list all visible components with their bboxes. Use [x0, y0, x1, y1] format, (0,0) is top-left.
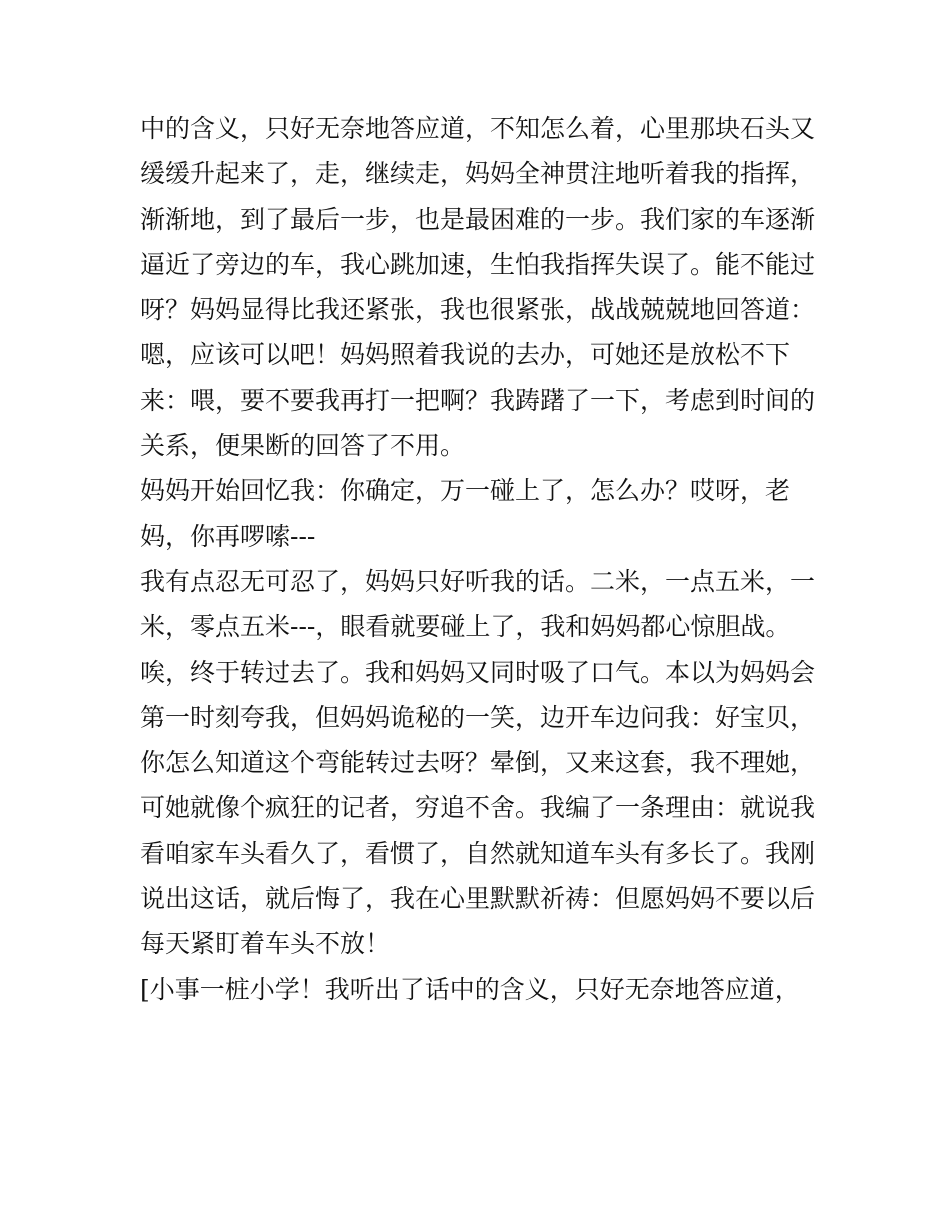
text-line: 缓缓升起来了，走，继续走，妈妈全神贯注地听着我的指挥，: [140, 159, 816, 189]
text-line: 渐渐地，到了最后一步，也是最困难的一步。我们家的车逐渐: [140, 204, 816, 234]
text-line: 呀？妈妈显得比我还紧张，我也很紧张，战战兢兢地回答道：: [140, 295, 816, 325]
text-line: 可她就像个疯狂的记者，穷追不舍。我编了一条理由：就说我: [140, 793, 816, 823]
body-text: [140, 106, 820, 1012]
text-line: 看咱家车头看久了，看惯了，自然就知道车头有多长了。我刚: [140, 838, 816, 868]
text-line: 嗯，应该可以吧！妈妈照着我说的去办，可她还是放松不下: [140, 340, 791, 370]
text-line: 妈妈开始回忆我：你确定，万一碰上了，怎么办？哎呀，老: [140, 476, 791, 506]
text-line: 第一时刻夸我，但妈妈诡秘的一笑，边开车边问我：好宝贝，: [140, 702, 816, 732]
text-line: 关系，便果断的回答了不用。: [140, 431, 466, 461]
text-line: 逼近了旁边的车，我心跳加速，生怕我指挥失误了。能不能过: [140, 249, 816, 279]
text-line: 唉，终于转过去了。我和妈妈又同时吸了口气。本以为妈妈会: [140, 657, 816, 687]
text-line: 每天紧盯着车头不放！: [140, 929, 391, 959]
text-line: 来：喂，要不要我再打一把啊？我踌躇了一下，考虑到时间的: [140, 385, 816, 415]
text-line: [小事一桩小学！我听出了话中的含义，只好无奈地答应道，: [140, 974, 800, 1004]
text-line: 米，零点五米---，眼看就要碰上了，我和妈妈都心惊胆战。: [140, 612, 791, 642]
text-line: 中的含义，只好无奈地答应道，不知怎么着，心里那块石头又: [140, 114, 816, 143]
text-line: 妈，你再啰嗦---: [140, 521, 316, 551]
text-line: 我有点忍无可忍了，妈妈只好听我的话。二米，一点五米，一: [140, 566, 816, 596]
text-line: 你怎么知道这个弯能转过去呀？晕倒，又来这套，我不理她，: [140, 748, 816, 778]
text-line: 说出这话，就后悔了，我在心里默默祈祷：但愿妈妈不要以后: [140, 884, 816, 914]
